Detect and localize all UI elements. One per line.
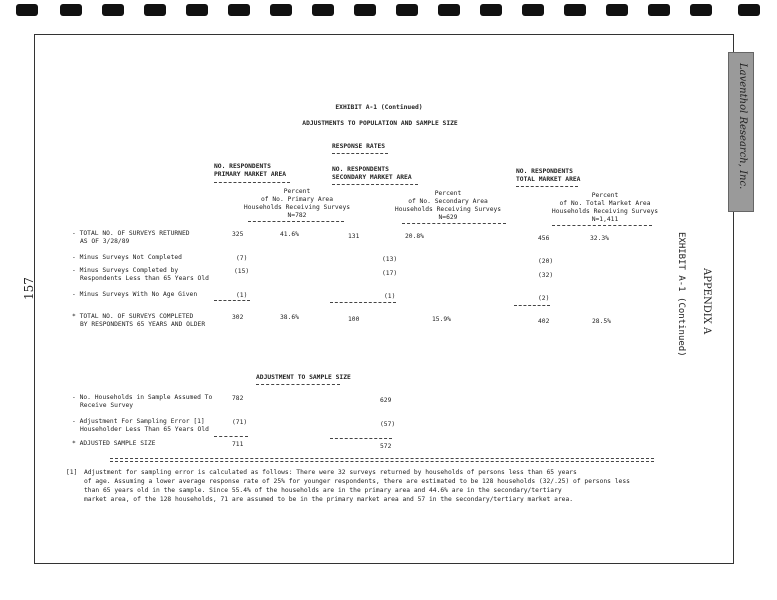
heading-underline: [332, 153, 388, 154]
row-label: * TOTAL NO. OF SURVEYS COMPLETED: [72, 313, 194, 320]
adjust-row-label: * ADJUSTED SAMPLE SIZE: [72, 440, 156, 447]
total-percent: 28.5%: [592, 318, 611, 325]
col-secondary-pct-2: of No. Secondary Area: [408, 198, 488, 205]
col-total-pct-1: Percent: [591, 192, 619, 199]
adjust-primary-value: 782: [232, 395, 244, 402]
page-title: ADJUSTMENTS TO POPULATION AND SAMPLE SIZE: [302, 120, 458, 127]
adjust-row-label-cont: Householder Less Than 65 Years Old: [80, 426, 209, 433]
row-label: - Minus Surveys Not Completed: [72, 254, 182, 261]
secondary-percent: 20.8%: [405, 233, 424, 240]
total-count: (20): [538, 258, 554, 265]
secondary-count: 100: [348, 316, 360, 323]
section-heading-adjustment: ADJUSTMENT TO SAMPLE SIZE: [256, 374, 351, 381]
total-count: 402: [538, 318, 550, 325]
row-label-cont: BY RESPONDENTS 65 YEARS AND OLDER: [80, 321, 206, 328]
page-number: 157: [22, 277, 36, 300]
col-primary-pct-2: of No. Primary Area: [260, 196, 334, 203]
subtotal-rule: [214, 436, 248, 437]
adjust-secondary-value: 572: [380, 443, 392, 450]
subtotal-rule: [330, 438, 392, 439]
primary-count: (7): [236, 255, 248, 262]
total-count: (2): [538, 295, 550, 302]
adjust-primary-value: (71): [232, 419, 248, 426]
col-total-pct-2: of No. Total Market Area: [559, 200, 651, 207]
adjust-secondary-value: (57): [380, 421, 396, 428]
adjust-row-label: - Adjustment For Sampling Error [1]: [72, 418, 205, 425]
footnote-separator: [110, 461, 654, 462]
punch-hole: [522, 4, 544, 16]
primary-percent: 38.6%: [280, 314, 299, 321]
col-secondary-pct-4: N=629: [438, 214, 458, 221]
subtotal-rule: [214, 300, 250, 301]
punch-hole: [564, 4, 586, 16]
header-underline: [248, 221, 344, 222]
row-label: - TOTAL NO. OF SURVEYS RETURNED: [72, 230, 190, 237]
adjust-secondary-value: 629: [380, 397, 392, 404]
secondary-percent: 15.9%: [432, 316, 451, 323]
footnote-line: than 65 years old in the sample. Since 55.4% of the households are in the primary area and 44.6% are in the secondary/tertiary: [84, 487, 562, 494]
binder-holes: [0, 4, 777, 18]
row-label: - Minus Surveys Completed by: [72, 267, 179, 274]
col-primary-pct-1: Percent: [283, 188, 311, 195]
punch-hole: [738, 4, 760, 16]
punch-hole: [690, 4, 712, 16]
footnote-line: Adjustment for sampling error is calculated as follows: There were 32 surveys returned by households of persons less than 65 years: [84, 469, 577, 476]
col-secondary-pct-1: Percent: [434, 190, 462, 197]
footnote-line: market area, of the 128 households, 71 are assumed to be in the primary market area and 57 in the secondary/tertiary market area.: [84, 496, 574, 503]
punch-hole: [396, 4, 418, 16]
punch-hole: [102, 4, 124, 16]
col-primary-pct-4: N=782: [287, 212, 307, 219]
col-primary-pct-3: Households Receiving Surveys: [243, 204, 351, 211]
col-primary-l1: NO. RESPONDENTS: [214, 163, 271, 170]
subtotal-rule: [514, 305, 550, 306]
col-total-pct-4: N=1,411: [591, 216, 619, 223]
col-primary-l2: PRIMARY MARKET AREA: [214, 171, 287, 178]
header-underline: [214, 182, 290, 183]
col-secondary-pct-3: Households Receiving Surveys: [394, 206, 502, 213]
punch-hole: [186, 4, 208, 16]
row-label-cont: Respondents Less than 65 Years Old: [80, 275, 209, 282]
punch-hole: [648, 4, 670, 16]
punch-hole: [144, 4, 166, 16]
col-total-l1: NO. RESPONDENTS: [516, 168, 573, 175]
row-label-cont: AS OF 3/28/89: [80, 238, 130, 245]
tab-label: Laventhol Research, Inc.: [737, 63, 748, 190]
punch-hole: [270, 4, 292, 16]
punch-hole: [228, 4, 250, 16]
subtotal-rule: [330, 302, 396, 303]
exhibit-side-label: EXHIBIT A-1 (Continued): [676, 232, 686, 357]
punch-hole: [606, 4, 628, 16]
primary-count: (15): [234, 268, 250, 275]
primary-count: 302: [232, 314, 244, 321]
total-percent: 32.3%: [590, 235, 609, 242]
footnote-line: of age. Assuming a lower average response rate of 25% for younger respondents, there are estimated to be 128 households (32/.25) of persons less: [84, 478, 630, 485]
secondary-count: (13): [382, 256, 398, 263]
adjust-row-label: - No. Households in Sample Assumed To: [72, 394, 213, 401]
secondary-count: (17): [382, 270, 398, 277]
secondary-count: 131: [348, 233, 360, 240]
header-underline: [516, 186, 578, 187]
punch-hole: [354, 4, 376, 16]
row-label: - Minus Surveys With No Age Given: [72, 291, 198, 298]
total-count: 456: [538, 235, 550, 242]
header-underline: [402, 223, 506, 224]
footnote-mark: [1]: [66, 469, 78, 476]
header-underline: [332, 184, 418, 185]
punch-hole: [16, 4, 38, 16]
col-total-l2: TOTAL MARKET AREA: [516, 176, 581, 183]
header-underline: [552, 225, 652, 226]
footnote-separator: [110, 458, 654, 459]
heading-underline: [256, 384, 340, 385]
punch-hole: [480, 4, 502, 16]
secondary-count: (1): [384, 293, 396, 300]
primary-percent: 41.6%: [280, 231, 299, 238]
company-tab: [728, 52, 754, 212]
exhibit-heading: EXHIBIT A-1 (Continued): [335, 104, 423, 111]
section-heading-response: RESPONSE RATES: [332, 143, 386, 150]
primary-count: (1): [236, 292, 248, 299]
punch-hole: [312, 4, 334, 16]
adjust-primary-value: 711: [232, 441, 244, 448]
punch-hole: [438, 4, 460, 16]
total-count: (32): [538, 272, 554, 279]
adjust-row-label-cont: Receive Survey: [80, 402, 134, 409]
appendix-label: APPENDIX A: [701, 268, 712, 335]
primary-count: 325: [232, 231, 244, 238]
col-total-pct-3: Households Receiving Surveys: [551, 208, 659, 215]
punch-hole: [60, 4, 82, 16]
col-secondary-l2: SECONDARY MARKET AREA: [332, 174, 412, 181]
col-secondary-l1: NO. RESPONDENTS: [332, 166, 389, 173]
